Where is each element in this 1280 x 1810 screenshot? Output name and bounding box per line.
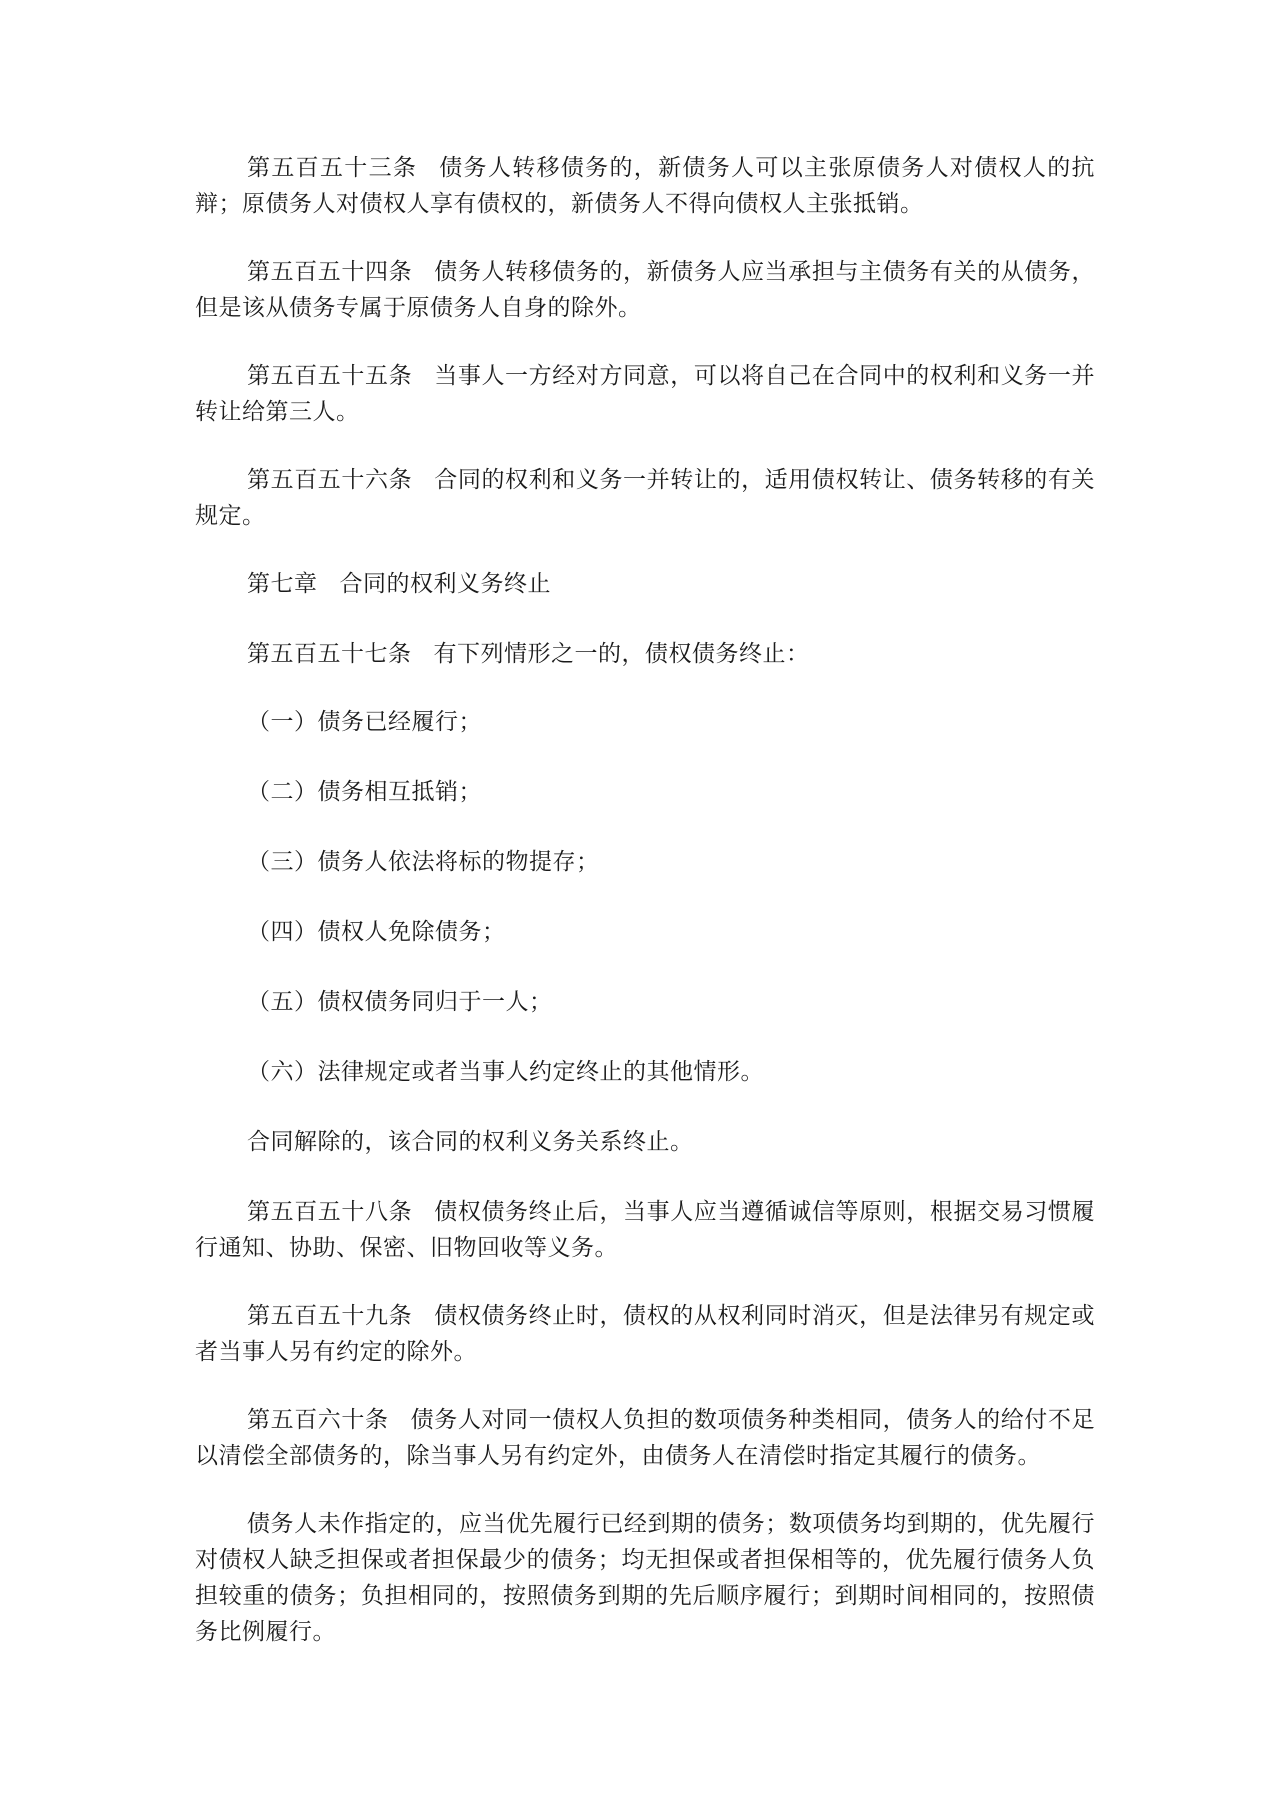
chapter-heading — [195, 566, 1095, 602]
list-item: （一）债务已经履行； — [247, 709, 482, 735]
paragraph-text: 债务人未作指定的，应当优先履行已经到期的债务；数项债务均到期的，优先履行对债权人缺乏担保或者担保最少的债务；均无担保或者担保相等的，优先履行债务人负担较重的债务；负担相同的，按照债务到期的先后顺序履行；到期时间相同的，按照债务比例履行。 — [195, 1511, 1095, 1645]
article-text: 当事人一方经对方同意，可以将自己在合同中的权利和义务一并转让给第三人。 — [195, 363, 1096, 425]
article-label: 第五百五十七条 — [247, 641, 412, 667]
article-text: 债务人转移债务的，新债务人应当承担与主债务有关的从债务，但是该从债务专属于原债务人自身的除外。 — [195, 259, 1096, 321]
article-label: 第五百五十八条 — [247, 1199, 413, 1225]
article-text: 合同的权利和义务一并转让的，适用债权转让、债务转移的有关规定。 — [195, 467, 1096, 529]
article-label: 第五百五十四条 — [247, 259, 413, 285]
article-554 — [195, 254, 1095, 326]
article-558 — [195, 1194, 1095, 1266]
list-item: （二）债务相互抵销； — [247, 779, 482, 805]
article-label: 第五百六十条 — [247, 1407, 389, 1433]
list-item: （六）法律规定或者当事人约定终止的其他情形。 — [247, 1059, 764, 1085]
list-item: （五）债权债务同归于一人； — [247, 989, 553, 1015]
article-text: 有下列情形之一的，债权债务终止： — [433, 641, 810, 667]
article-text: 债务人对同一债权人负担的数项债务种类相同，债务人的给付不足以清偿全部债务的，除当事人另有约定外，由债务人在清偿时指定其履行的债务。 — [195, 1407, 1096, 1469]
list-item: （四）债权人免除债务； — [247, 919, 506, 945]
article-label: 第五百五十五条 — [247, 363, 413, 389]
article-560 — [195, 1402, 1095, 1474]
article-label: 第五百五十九条 — [247, 1303, 413, 1329]
article-556 — [195, 462, 1095, 534]
article-label: 第五百五十六条 — [247, 467, 413, 493]
list-item: （三）债务人依法将标的物提存； — [247, 849, 600, 875]
article-label: 第五百五十三条 — [247, 155, 418, 181]
article-557 — [195, 636, 1095, 672]
chapter-label: 第七章 — [247, 571, 318, 597]
article-553 — [195, 150, 1095, 222]
article-text: 债权债务终止后，当事人应当遵循诚信等原则，根据交易习惯履行通知、协助、保密、旧物回收等义务。 — [195, 1199, 1096, 1261]
chapter-title: 合同的权利义务终止 — [339, 571, 551, 597]
article-text: 债务人转移债务的，新债务人可以主张原债务人对债权人的抗辩；原债务人对债权人享有债权的，新债务人不得向债权人主张抵销。 — [195, 155, 1096, 217]
paragraph-text: 合同解除的，该合同的权利义务关系终止。 — [247, 1129, 694, 1155]
article-555 — [195, 358, 1095, 430]
article-text: 债权债务终止时，债权的从权利同时消灭，但是法律另有规定或者当事人另有约定的除外。 — [195, 1303, 1096, 1365]
article-559 — [195, 1298, 1095, 1370]
document-body — [195, 150, 1095, 1682]
